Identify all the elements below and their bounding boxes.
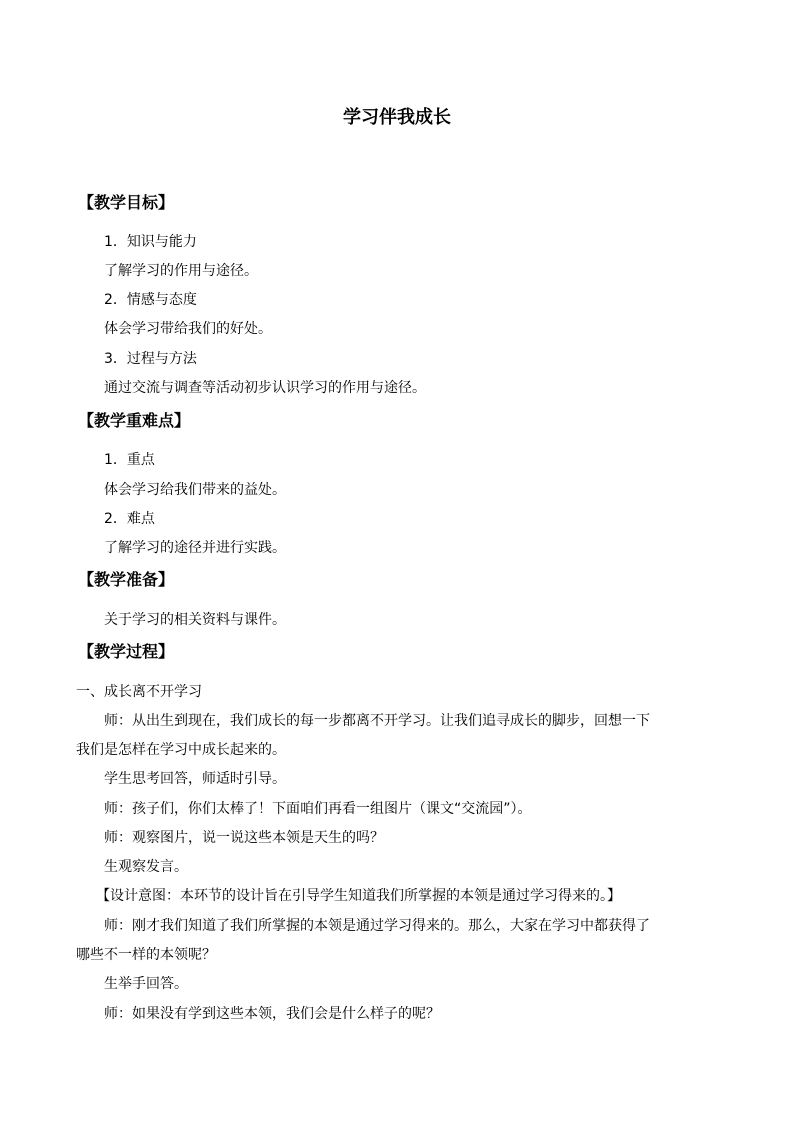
preparation-item-1: 关于学习的相关资料与课件。 [104,612,286,628]
process-item-7: 生观察发言。 [104,859,188,875]
keypoints-item-3: 2．难点 [104,511,155,527]
process-item-10: 哪些不一样的本领呢？ [76,947,216,963]
process-heading: 【教学过程】 [78,642,175,661]
goals-heading: 【教学目标】 [78,193,175,212]
process-item-4: 学生思考回答，师适时引导。 [104,771,286,787]
goals-item-6: 通过交流与调查等活动初步认识学习的作用与途径。 [104,380,426,396]
keypoints-item-2: 体会学习给我们带来的益处。 [104,482,286,498]
process-item-9: 师：刚才我们知道了我们所掌握的本领是通过学习得来的。那么，大家在学习中都获得了 [104,918,650,934]
process-item-3: 我们是怎样在学习中成长起来的。 [76,742,286,758]
process-item-1: 一、成长离不开学习 [76,684,202,700]
process-item-5: 师：孩子们，你们太棒了！下面咱们再看一组图片（课文“交流园”）。 [104,801,532,817]
goals-item-5: 3．过程与方法 [104,351,197,367]
process-item-8: 【设计意图：本环节的设计旨在引导学生知道我们所掌握的本领是通过学习得来的。】 [96,888,621,904]
keypoints-heading: 【教学重难点】 [78,411,191,430]
process-item-2: 师：从出生到现在，我们成长的每一步都离不开学习。让我们追寻成长的脚步，回想一下 [104,713,650,729]
goals-item-1: 1．知识与能力 [104,234,197,250]
document-title: 学习伴我成长 [343,107,451,128]
keypoints-item-1: 1．重点 [104,452,155,468]
preparation-heading: 【教学准备】 [78,570,175,589]
process-item-11: 生举手回答。 [104,976,188,992]
goals-item-2: 了解学习的作用与途径。 [104,263,258,279]
keypoints-item-4: 了解学习的途径并进行实践。 [104,540,286,556]
goals-item-4: 体会学习带给我们的好处。 [104,321,272,337]
goals-item-3: 2．情感与态度 [104,292,197,308]
process-item-12: 师：如果没有学到这些本领，我们会是什么样子的呢？ [104,1006,440,1022]
process-item-6: 师：观察图片，说一说这些本领是天生的吗？ [104,830,384,846]
